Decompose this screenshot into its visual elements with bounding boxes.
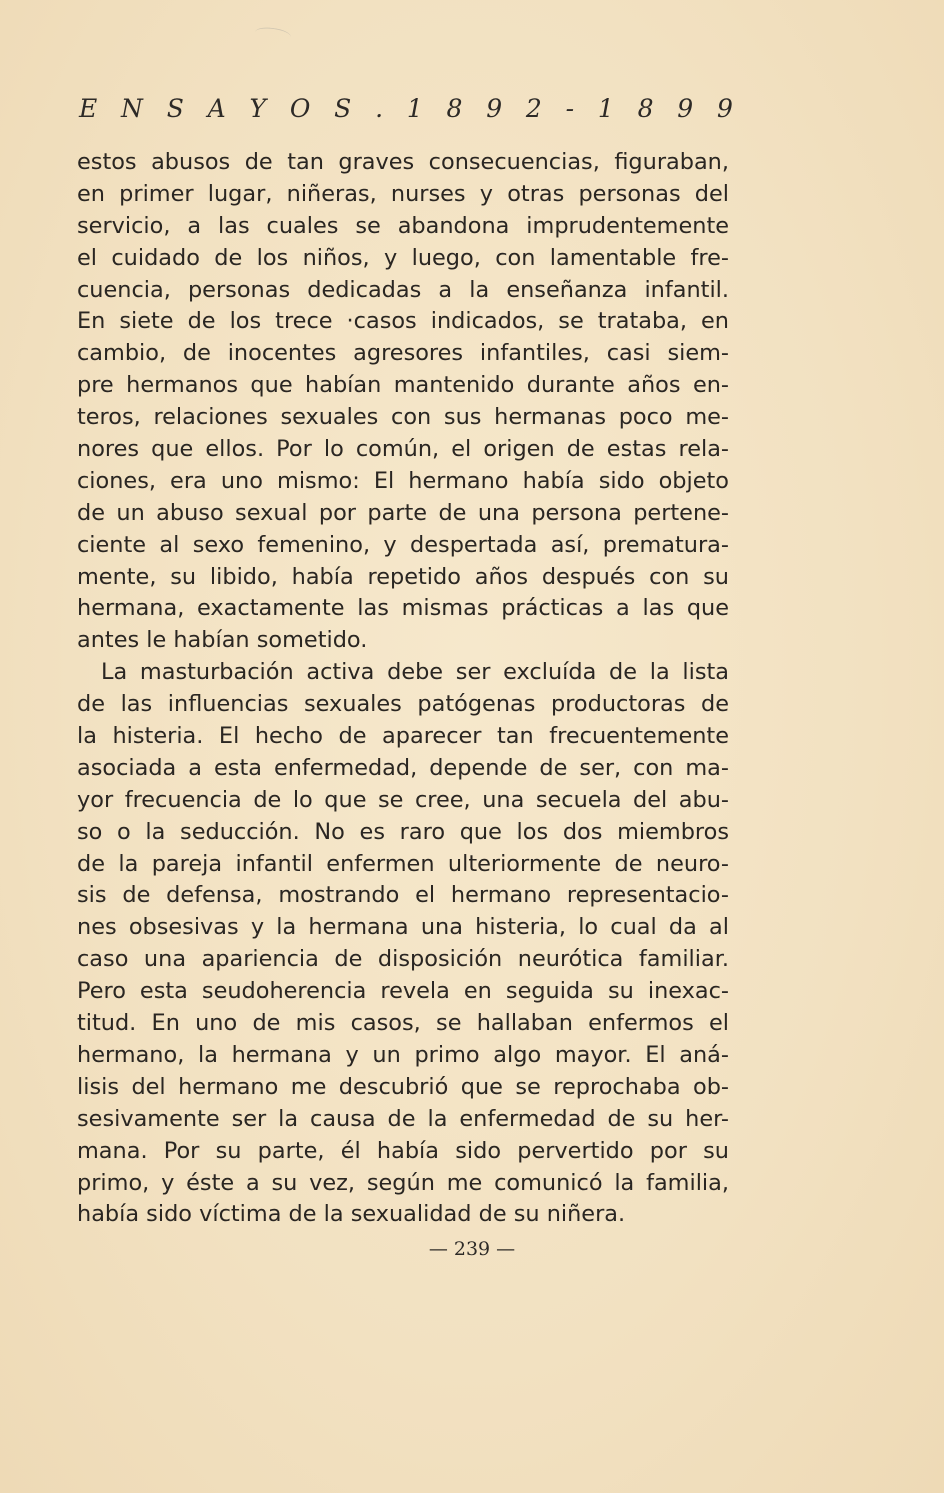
text-line: ciones, era uno mismo: El hermano había sido objeto [77,467,729,494]
text-line: asociada a esta enfermedad, depende de ser, con ma- [77,754,729,781]
text-line: pre hermanos que habían mantenido durante años en- [77,372,729,399]
text-line: sesivamente ser la causa de la enfermedad de su her- [77,1105,729,1132]
running-head-letter: 8 [446,93,463,123]
running-head-letter: . [375,93,384,123]
text-line: hermano, la hermana y un primo algo mayor. El aná- [77,1041,729,1068]
paragraph-end-line: había sido víctima de la sexualidad de su niñera. [77,1201,626,1228]
text-line: servicio, a las cuales se abandona imprudentemente [77,212,729,239]
running-head-letter: 2 [525,93,542,123]
text-line: teros, relaciones sexuales con sus hermanas poco me- [77,404,729,431]
running-head-letter: S [166,93,184,123]
running-head-letter: 8 [637,93,654,123]
text-line: de las influencias sexuales patógenas productoras de [77,691,729,718]
running-head-letter: 9 [716,93,733,123]
page-number: — 239 — [428,1238,516,1260]
text-line: hermana, exactamente las mismas prácticas a las que [77,595,729,622]
running-head-letter: O [289,93,311,123]
running-head-letter: S [334,93,352,123]
text-line: mente, su libido, había repetido años después con su [77,563,729,590]
body-text [77,147,729,1231]
running-head-letter: 9 [677,93,694,123]
text-line: yor frecuencia de lo que se cree, una secuela del abu- [77,786,729,813]
text-line: sis de defensa, mostrando el hermano representacio- [77,882,729,909]
text-line: ciente al sexo femenino, y despertada así, prematura- [77,531,729,558]
text-line: de un abuso sexual por parte de una persona pertene- [77,499,729,526]
text-line: cambio, de inocentes agresores infantiles, casi siem- [77,340,729,367]
text-line: titud. En uno de mis casos, se hallaban enfermos el [77,1010,729,1037]
running-head-letter: 9 [486,93,503,123]
text-line: En siete de los trece ·casos indicados, se trataba, en [77,308,729,335]
running-head [79,90,733,126]
text-line: mana. Por su parte, él había sido pervertido por su [77,1137,729,1164]
text-line: primo, y éste a su vez, según me comunicó la familia, [77,1169,729,1196]
text-line: so o la seducción. No es raro que los dos miembros [77,818,729,845]
text-line: la histeria. El hecho de aparecer tan frecuentemente [77,723,729,750]
text-line: estos abusos de tan graves consecuencias, figuraban, [77,149,729,175]
text-line: nes obsesivas y la hermana una histeria, lo cual da al [77,914,729,941]
text-line: de la pareja infantil enfermen ulteriormente de neuro- [77,850,729,877]
text-line: lisis del hermano me descubrió que se reprochaba ob- [77,1073,729,1100]
running-head-letter: E [79,93,98,123]
paper-mark [254,26,291,44]
running-head-letter: Y [249,93,267,123]
paragraph-start-line: La masturbación activa debe ser excluída de la lista [101,659,729,686]
text-line: caso una apariencia de disposición neurótica familiar. [77,946,729,973]
running-head-letter: 1 [406,93,423,123]
text-line: cuencia, personas dedicadas a la enseñanza infantil. [77,276,729,303]
paragraph-end-line: antes le habían sometido. [77,627,368,654]
text-line: nores que ellos. Por lo común, el origen de estas rela- [77,436,729,463]
running-head-letter: - [565,93,575,123]
running-head-letter: 1 [597,93,614,123]
text-line: en primer lugar, niñeras, nurses y otras personas del [77,180,729,207]
text-line: Pero esta seudoherencia revela en seguida su inexac- [77,978,729,1005]
running-head-letter: A [207,93,226,123]
running-head-letter: N [121,93,143,123]
text-line: el cuidado de los niños, y luego, con lamentable fre- [77,244,729,271]
